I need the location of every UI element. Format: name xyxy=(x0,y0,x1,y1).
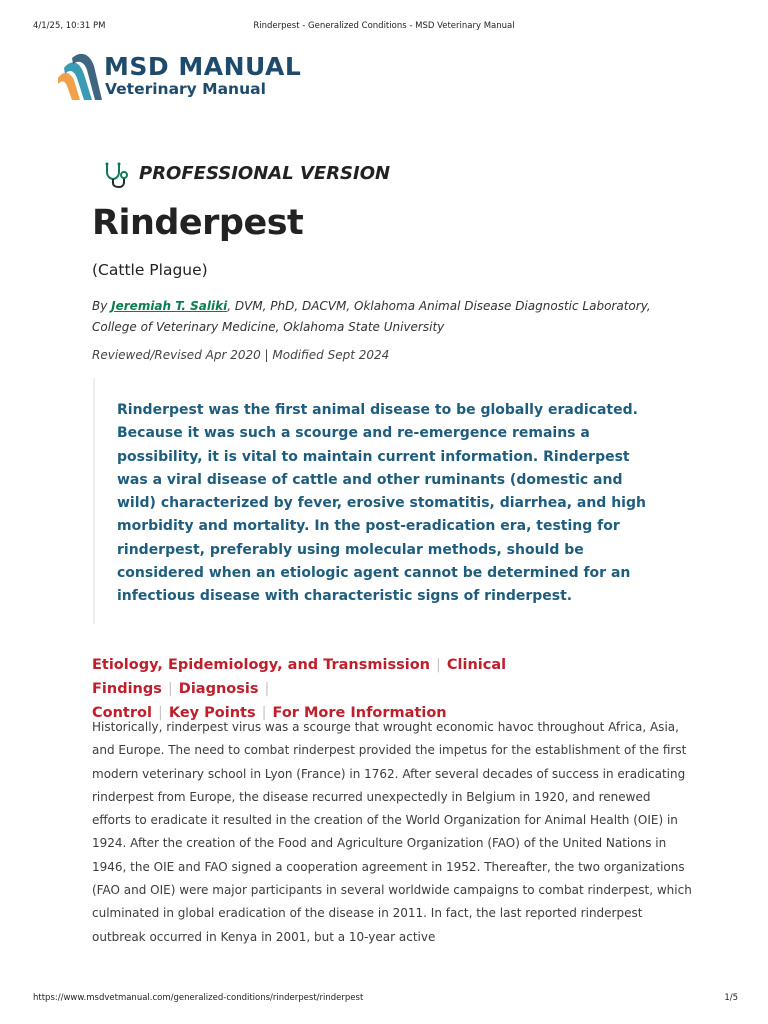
author-byline xyxy=(92,296,652,338)
section-links xyxy=(92,653,692,725)
toc-link-clinical-findings[interactable]: Clinical Findings xyxy=(92,657,507,697)
toc-separator: | xyxy=(157,705,163,721)
toc-link-diagnosis[interactable]: Diagnosis xyxy=(178,681,259,697)
toc-link-more-information[interactable]: For More Information xyxy=(272,705,447,721)
page-title: Rinderpest xyxy=(92,203,304,243)
author-credentials: , DVM, PhD, DACVM, Oklahoma Animal Disease Diagnostic Laboratory, College of Veterinary Medicine, Oklahoma State University xyxy=(92,299,651,334)
toc-link-control[interactable]: Control xyxy=(92,705,152,721)
toc-link-etiology[interactable]: Etiology, Epidemiology, and Transmission xyxy=(92,657,430,673)
article-body-paragraph: Historically, rinderpest virus was a scourge that wrought economic havoc throughout Africa, Asia, and Europe. The need to combat rinderpest provided the impetus for the establishment of the first modern veterinary school in Lyon (France) in 1762. After several decades of success in eradicating rinderpest from Europe, the disease recurred unexpectedly in Belgium in 1920, and renewed efforts to eradicate it resulted in the creation of the World Organization for Animal Health (OIE) in 1924. After the creation of the Food and Agriculture Organization (FAO) of the United Nations in 1946, the OIE and FAO signed a cooperation agreement in 1952. Thereafter, the two organizations (FAO and OIE) were major participants in several worldwide campaigns to combat rinderpest, which culminated in global eradication of the disease in 2011. In fact, the last reported rinderpest outbreak occurred in Kenya in 2001, but a 10-year active xyxy=(92,720,692,944)
toc-link-key-points[interactable]: Key Points xyxy=(168,705,256,721)
stethoscope-icon xyxy=(101,161,129,189)
print-datetime: 4/1/25, 10:31 PM xyxy=(33,21,106,31)
version-label: PROFESSIONAL VERSION xyxy=(139,163,391,184)
print-page-title: Rinderpest - Generalized Conditions - MSD Veterinary Manual xyxy=(253,21,515,31)
print-url: https://www.msdvetmanual.com/generalized-conditions/rinderpest/rinderpest xyxy=(33,993,364,1003)
logo-subtitle-text: Veterinary Manual xyxy=(105,80,266,98)
print-page-number: 1/5 xyxy=(724,993,738,1003)
alternate-title: (Cattle Plague) xyxy=(92,261,208,279)
author-link[interactable]: Jeremiah T. Saliki xyxy=(111,299,228,313)
logo-stripes-icon xyxy=(54,50,104,102)
summary-text: Rinderpest was the first animal disease to be globally eradicated. Because it was such a scourge and re-emergence remains a possibility, it is vital to maintain current information. Rinderpest was a viral disease of cattle and other ruminants (domestic and wild) characterized by fever, erosive stomatitis, diarrhea, and high morbidity and mortality. In the post-eradication era, testing for rinderpest, preferably using molecular methods, should be considered when an etiologic agent cannot be determined for an infectious disease with characteristic signs of rinderpest. xyxy=(117,402,646,605)
logo-brand-text: MSD MANUAL xyxy=(104,52,302,81)
toc-separator: | xyxy=(264,681,270,697)
toc-separator: | xyxy=(167,681,173,697)
byline-prefix: By xyxy=(92,299,112,313)
summary-box xyxy=(93,378,670,624)
toc-separator: | xyxy=(261,705,267,721)
msd-manual-logo[interactable] xyxy=(54,50,324,102)
toc-separator: | xyxy=(435,657,441,673)
review-date: Reviewed/Revised Apr 2020 | Modified Sept 2024 xyxy=(92,348,390,362)
